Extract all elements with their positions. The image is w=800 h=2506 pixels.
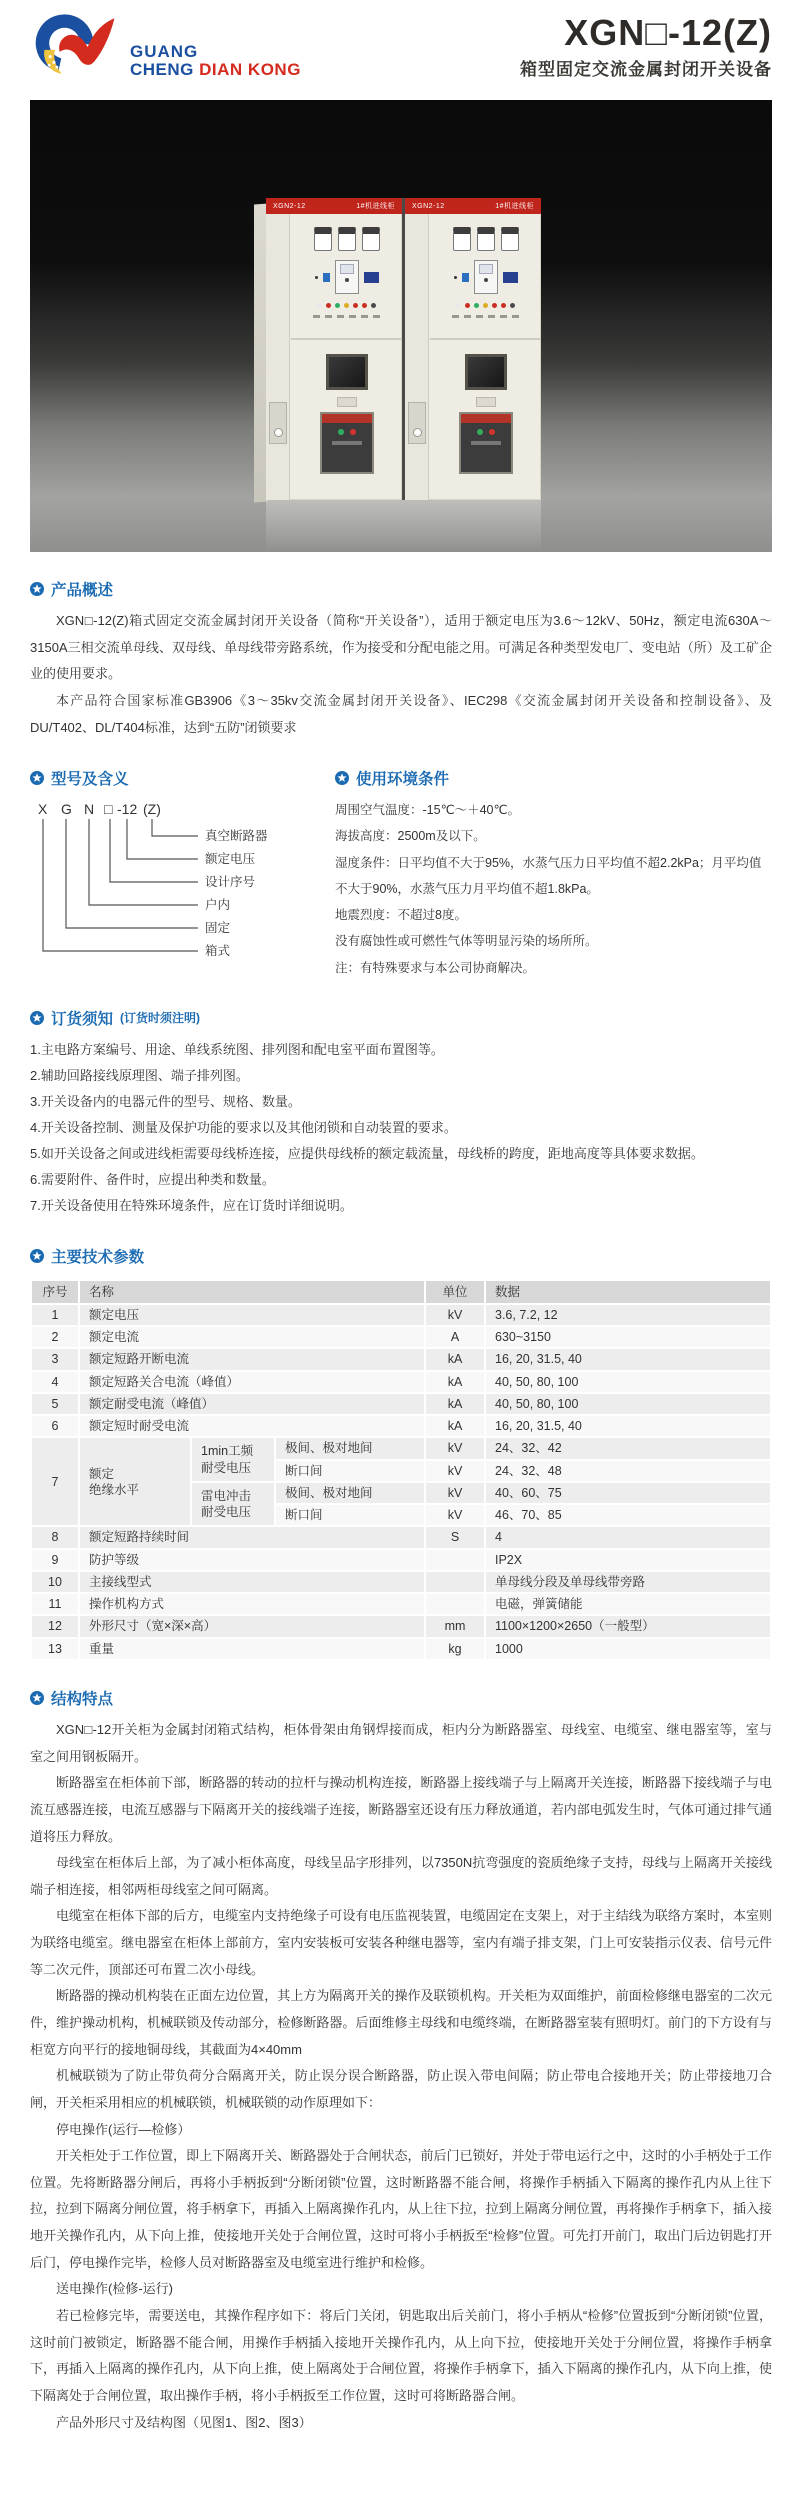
section-bullet-icon bbox=[30, 1011, 44, 1025]
cell-unit: kV bbox=[425, 1482, 485, 1504]
cell-unit: kV bbox=[425, 1504, 485, 1526]
section-heading-overview bbox=[30, 578, 772, 600]
indicator-white-icon bbox=[317, 303, 322, 308]
cell-data: 24、32、48 bbox=[485, 1460, 771, 1482]
cell-data: 1100×1200×2650（一般型） bbox=[485, 1615, 771, 1637]
cell-data: 3.6, 7.2, 12 bbox=[485, 1304, 771, 1326]
cabinet-nameplate bbox=[405, 198, 541, 214]
cabinet-front bbox=[430, 214, 541, 500]
table-row bbox=[31, 1393, 771, 1415]
cabinet-front bbox=[291, 214, 402, 500]
section-heading-ordering bbox=[30, 1007, 772, 1029]
test-type-line: 雷电冲击 bbox=[201, 1488, 252, 1503]
model-label: 户内 bbox=[205, 898, 231, 913]
title-block bbox=[520, 8, 772, 80]
model-char: N bbox=[84, 801, 95, 818]
structure-paragraph: 送电操作(检修-运行) bbox=[56, 2281, 173, 2297]
section-title: 订货须知 bbox=[51, 1010, 114, 1028]
cell-name: 操作机构方式 bbox=[79, 1593, 425, 1615]
cell-name: 外形尺寸（宽×深×高） bbox=[79, 1615, 425, 1637]
cell-name: 重量 bbox=[79, 1638, 425, 1660]
vent-grille-icon bbox=[337, 397, 357, 407]
breaker-label-strip bbox=[322, 414, 372, 423]
model-meaning-column bbox=[30, 741, 335, 981]
cabinet-model-text: XGN2-12 bbox=[412, 202, 445, 210]
column-header: 序号 bbox=[31, 1280, 79, 1304]
ordering-item: 6.需要附件、备件时，应提出种类和数量。 bbox=[30, 1171, 275, 1187]
structure-paragraph: 电缆室在柜体下部的后方，电缆室内支持绝缘子可设有电压监视装置，电缆固定在支架上，对于主结线为联络方案时，本室则为联络电缆室。继电器室在柜体上部前方，室内安装板可安装各种继电器等，室内有端子排支架，门上可安装指示仪表、信号元件等二次元件，顶部还可布置二次小母线。 bbox=[30, 1908, 772, 1977]
table-row bbox=[31, 1348, 771, 1370]
cell-unit bbox=[425, 1593, 485, 1615]
cell-no: 11 bbox=[31, 1593, 79, 1615]
cell-no: 1 bbox=[31, 1304, 79, 1326]
indicator-red-icon bbox=[492, 303, 497, 308]
table-row bbox=[31, 1571, 771, 1593]
model-char: □ bbox=[104, 801, 113, 818]
meter-icon bbox=[453, 227, 471, 251]
cell-unit: kA bbox=[425, 1348, 485, 1370]
cabinet-lock bbox=[408, 402, 426, 444]
structure-paragraph: 产品外形尺寸及结构图（见图1、图2、图3） bbox=[56, 2414, 312, 2430]
instrument-panel bbox=[430, 214, 541, 340]
blue-label-icon bbox=[503, 272, 518, 283]
cell-data: IP2X bbox=[485, 1549, 771, 1571]
cell-data: 630~3150 bbox=[485, 1326, 771, 1348]
cabinet-knob bbox=[274, 428, 283, 437]
cabinet-title-text: 1#机进线柜 bbox=[495, 203, 534, 210]
cell-unit: kV bbox=[425, 1437, 485, 1459]
section-title: 结构特点 bbox=[51, 1690, 114, 1708]
indicator-red-icon bbox=[465, 303, 470, 308]
protection-relay bbox=[335, 260, 359, 294]
overview-paragraph: 本产品符合国家标准GB3906《3～35kv交流金属封闭开关设备》、IEC298《交流金属封闭开关设备和控制设备》、及DU/T402、DL/T404标准，达到“五防”闭锁要求 bbox=[30, 692, 772, 735]
cabinet-left-panel bbox=[266, 214, 290, 500]
cell-name: 额定耐受电流（峰值） bbox=[79, 1393, 425, 1415]
indicator-red-icon bbox=[353, 303, 358, 308]
cell-no: 3 bbox=[31, 1348, 79, 1370]
section-heading-model bbox=[30, 767, 335, 789]
relay-display bbox=[479, 264, 493, 274]
cell-group bbox=[79, 1437, 191, 1526]
table-row bbox=[31, 1526, 771, 1548]
label-strip bbox=[291, 315, 402, 318]
breaker-label-strip bbox=[461, 414, 511, 423]
model-label: 箱式 bbox=[205, 944, 231, 959]
cell-data: 46、70、85 bbox=[485, 1504, 771, 1526]
switchgear-cabinet bbox=[405, 198, 541, 500]
breaker-compartment bbox=[291, 354, 402, 512]
cell-name: 额定短时耐受电流 bbox=[79, 1415, 425, 1437]
section-bullet-icon bbox=[30, 771, 44, 785]
cell-data: 16, 20, 31.5, 40 bbox=[485, 1348, 771, 1370]
model-designation-diagram bbox=[30, 799, 330, 971]
circuit-breaker-module bbox=[459, 412, 513, 474]
indicator-white-icon bbox=[456, 303, 461, 308]
model-char: X bbox=[38, 801, 48, 818]
logo-line2-blue: CHENG bbox=[130, 60, 194, 79]
cabinet-nameplate bbox=[266, 198, 402, 214]
table-row bbox=[31, 1326, 771, 1348]
meter-icon bbox=[338, 227, 356, 251]
meter-icon bbox=[314, 227, 332, 251]
model-environment-row bbox=[30, 741, 772, 981]
cell-unit: kg bbox=[425, 1638, 485, 1660]
section-bullet-icon bbox=[335, 771, 349, 785]
table-row bbox=[31, 1638, 771, 1660]
indicator-dark-icon bbox=[371, 303, 376, 308]
cell-scope: 极间、极对地间 bbox=[275, 1437, 425, 1459]
environment-line: 注：有特殊要求与本公司协商解决。 bbox=[335, 960, 536, 975]
cell-unit: kV bbox=[425, 1460, 485, 1482]
cell-unit: kA bbox=[425, 1415, 485, 1437]
cell-unit: kV bbox=[425, 1304, 485, 1326]
relay-button-icon bbox=[484, 278, 488, 282]
cell-unit: kA bbox=[425, 1371, 485, 1393]
table-header-row bbox=[31, 1280, 771, 1304]
column-header: 单位 bbox=[425, 1280, 485, 1304]
relay-row bbox=[291, 260, 402, 294]
section-title: 型号及含义 bbox=[51, 771, 129, 789]
table-row bbox=[31, 1593, 771, 1615]
group-line: 绝缘水平 bbox=[89, 1482, 140, 1497]
structure-paragraph: 开关柜处于工作位置，即上下隔离开关、断路器处于合闸状态，前后门已锁好，并处于带电运行之中，这时的小手柄处于工作位置。先将断路器分闸后，再将小手柄扳到“分断闭锁”位置，这时断路器不能合闸，将操作手柄插入下隔离的操作孔内从上往下拉，拉到下隔离分闸位置，将手柄拿下，再插入上隔离操作孔内，从上往下拉，拉到上隔离分闸位置，再将操作手柄拿下，插入接地开关操作孔内，从下向上推，使接地开关处于合闸位置，这时可将小手柄扳至“检修”位置。可先打开前门，取出门后边钥匙打开后门，停电操作完毕，检修人员对断路器室及电缆室进行维护和检修。 bbox=[30, 2148, 772, 2270]
ordering-item: 4.开关设备控制、测量及保护功能的要求以及其他闭锁和自动装置的要求。 bbox=[30, 1119, 457, 1135]
table-row bbox=[31, 1371, 771, 1393]
meter-icon bbox=[501, 227, 519, 251]
meter-row bbox=[430, 214, 541, 251]
logo-line1: GUANG bbox=[130, 42, 199, 62]
cell-scope: 断口间 bbox=[275, 1460, 425, 1482]
meter-icon bbox=[477, 227, 495, 251]
cell-data: 4 bbox=[485, 1526, 771, 1548]
cell-scope: 极间、极对地间 bbox=[275, 1482, 425, 1504]
cabinet-model-text: XGN2-12 bbox=[273, 202, 306, 210]
instrument-panel bbox=[291, 214, 402, 340]
overview-body bbox=[30, 608, 772, 741]
section-heading-structure bbox=[30, 1687, 772, 1709]
cell-unit: kA bbox=[425, 1393, 485, 1415]
indicator-yellow-icon bbox=[483, 303, 488, 308]
ordering-list bbox=[30, 1037, 772, 1219]
structure-paragraph: 断路器的操动机构装在正面左边位置，其上方为隔离开关的操作及联锁机构。开关柜为双面维护，前面检修继电器室的二次元件，维护操动机构，机械联锁及传动部分，检修断路器。后面维修主母线和电缆终端，在断路器室装有照明灯。前门的下方设有与柜宽方向平行的接地铜母线，其截面为4×40mm bbox=[30, 1988, 772, 2057]
cell-no: 5 bbox=[31, 1393, 79, 1415]
section-bullet-icon bbox=[30, 1691, 44, 1705]
breaker-green-button-icon bbox=[477, 429, 483, 435]
cell-name: 额定短路开断电流 bbox=[79, 1348, 425, 1370]
relay-display bbox=[340, 264, 354, 274]
environment-line: 湿度条件：日平均值不大于95%，水蒸气压力日平均值不超2.2kPa；月平均值不大于90%，水蒸气压力月平均值不超1.8kPa。 bbox=[335, 855, 762, 896]
model-label: 固定 bbox=[205, 921, 231, 936]
company-logo bbox=[30, 8, 301, 86]
logo-text bbox=[130, 17, 301, 79]
structure-paragraph: 停电操作(运行—检修） bbox=[56, 2121, 191, 2137]
ordering-item: 5.如开关设备之间或进线柜需要母线桥连接，应提供母线桥的额定载流量，母线桥的跨度，距地高度等具体要求数据。 bbox=[30, 1145, 704, 1161]
cell-name: 额定短路关合电流（峰值） bbox=[79, 1371, 425, 1393]
meter-row bbox=[291, 214, 402, 251]
cell-no: 9 bbox=[31, 1549, 79, 1571]
indicator-red-icon bbox=[326, 303, 331, 308]
table-row bbox=[31, 1304, 771, 1326]
blue-label-icon bbox=[364, 272, 379, 283]
cell-no: 13 bbox=[31, 1638, 79, 1660]
breaker-red-button-icon bbox=[350, 429, 356, 435]
logo-line2-red: DIAN KONG bbox=[199, 60, 301, 79]
circuit-breaker-module bbox=[320, 412, 374, 474]
cabinet-left-panel bbox=[405, 214, 429, 500]
structure-paragraph: XGN□-12开关柜为金属封闭箱式结构，柜体骨架由角钢焊接而成，柜内分为断路器室、母线室、电缆室、继电器室等，室与室之间用钢板隔开。 bbox=[30, 1721, 772, 1764]
parameters-table bbox=[30, 1279, 772, 1661]
indicator-green-icon bbox=[335, 303, 340, 308]
cell-no: 2 bbox=[31, 1326, 79, 1348]
cell-no: 7 bbox=[31, 1437, 79, 1526]
cell-test-type bbox=[191, 1437, 275, 1482]
cell-no: 4 bbox=[31, 1371, 79, 1393]
environment-line: 周围空气温度：-15℃～＋40℃。 bbox=[335, 803, 521, 818]
relay-button-icon bbox=[345, 278, 349, 282]
breaker-handle-icon bbox=[332, 441, 362, 445]
breaker-green-button-icon bbox=[338, 429, 344, 435]
model-char: G bbox=[61, 801, 72, 818]
environment-line: 地震烈度：不超过8度。 bbox=[335, 908, 467, 923]
cell-data: 40, 50, 80, 100 bbox=[485, 1371, 771, 1393]
cell-name: 额定短路持续时间 bbox=[79, 1526, 425, 1548]
section-heading-parameters bbox=[30, 1245, 772, 1267]
viewing-window bbox=[326, 354, 368, 390]
cell-data: 1000 bbox=[485, 1638, 771, 1660]
section-bullet-icon bbox=[30, 582, 44, 596]
cell-no: 12 bbox=[31, 1615, 79, 1637]
cell-name: 额定电流 bbox=[79, 1326, 425, 1348]
section-title: 主要技术参数 bbox=[51, 1248, 145, 1266]
breaker-red-button-icon bbox=[489, 429, 495, 435]
model-label: 额定电压 bbox=[205, 852, 256, 867]
floor-reflection bbox=[266, 500, 541, 552]
section-heading-environment bbox=[335, 767, 772, 789]
panel-dot-icon bbox=[454, 276, 457, 279]
model-label: 真空断路器 bbox=[205, 829, 268, 844]
test-type-line: 耐受电压 bbox=[201, 1505, 252, 1520]
switchgear-cabinet bbox=[266, 198, 402, 500]
blue-chip-icon bbox=[462, 273, 469, 282]
product-model-title: XGN□-12(Z) bbox=[564, 12, 772, 53]
structure-paragraph: 若已检修完毕，需要送电，其操作程序如下：将后门关闭，钥匙取出后关前门，将小手柄从“检修”位置扳到“分断闭锁”位置，这时前门被锁定，断路器不能合闸，用操作手柄插入接地开关操作孔内，从上向下拉，使接地开关处于分闸位置，将操作手柄拿下，再插入上隔离的操作孔内，从下向上推，使上隔离处于合闸位置，将操作手柄拿下，插入下隔离的操作孔内，从下向上推，使下隔离处于合闸位置，取出操作手柄，将小手柄扳至工作位置，这时可将断路器合闸。 bbox=[30, 2308, 772, 2403]
column-header: 名称 bbox=[79, 1280, 425, 1304]
structure-paragraph: 母线室在柜体后上部，为了减小柜体高度，母线呈品字形排列，以7350N抗弯强度的瓷质绝缘子支持，母线与上隔离开关接线端子相连接，相邻两柜母线室之间可隔离。 bbox=[30, 1855, 772, 1897]
cabinet-title-text: 1#机进线柜 bbox=[356, 203, 395, 210]
cell-data: 16, 20, 31.5, 40 bbox=[485, 1415, 771, 1437]
cell-unit: A bbox=[425, 1326, 485, 1348]
cell-data: 电磁，弹簧储能 bbox=[485, 1593, 771, 1615]
model-char: -12 bbox=[117, 801, 138, 818]
cell-unit bbox=[425, 1571, 485, 1593]
page-header bbox=[30, 8, 772, 92]
indicator-dark-icon bbox=[510, 303, 515, 308]
indicator-lights bbox=[291, 303, 402, 308]
structure-paragraph: 机械联锁为了防止带负荷分合隔离开关，防止误分误合断路器，防止误入带电间隔；防止带电合接地开关；防止带接地刀合闸，开关柜采用相应的机械联锁，机械联锁的动作原理如下： bbox=[30, 2068, 772, 2110]
indicator-red-icon bbox=[362, 303, 367, 308]
model-char: (Z) bbox=[143, 801, 161, 818]
cell-data: 单母线分段及单母线带旁路 bbox=[485, 1571, 771, 1593]
logo-mark-icon bbox=[30, 10, 126, 86]
cell-unit: mm bbox=[425, 1615, 485, 1637]
switchgear-cabinets bbox=[266, 198, 541, 500]
group-line: 额定 bbox=[89, 1466, 115, 1481]
product-photo bbox=[30, 100, 772, 552]
table-row-insulation bbox=[31, 1437, 771, 1459]
indicator-green-icon bbox=[474, 303, 479, 308]
cabinet-knob bbox=[413, 428, 422, 437]
section-title: 产品概述 bbox=[51, 582, 114, 599]
meter-icon bbox=[362, 227, 380, 251]
cell-name: 额定电压 bbox=[79, 1304, 425, 1326]
diagram-connector-lines bbox=[43, 819, 198, 951]
vent-grille-icon bbox=[476, 397, 496, 407]
cell-no: 8 bbox=[31, 1526, 79, 1548]
environment-line: 海拔高度：2500m及以下。 bbox=[335, 829, 486, 844]
cell-unit: S bbox=[425, 1526, 485, 1548]
breaker-handle-icon bbox=[471, 441, 501, 445]
section-title: 使用环境条件 bbox=[356, 771, 450, 789]
table-row bbox=[31, 1549, 771, 1571]
structure-paragraph: 断路器室在柜体前下部，断路器的转动的拉杆与操动机构连接，断路器上接线端子与上隔离开关连接，断路器下接线端子与电流互感器连接，电流互感器与下隔离开关的接线端子连接，断路器室还设有压力释放通道，若内部电弧发生时，气体可通过排气通道将压力释放。 bbox=[30, 1775, 772, 1844]
table-row bbox=[31, 1615, 771, 1637]
ordering-item: 7.开关设备使用在特殊环境条件，应在订货时详细说明。 bbox=[30, 1197, 353, 1213]
table-row bbox=[31, 1415, 771, 1437]
test-type-line: 1min工频 bbox=[201, 1444, 254, 1459]
cell-data: 40, 50, 80, 100 bbox=[485, 1393, 771, 1415]
cell-no: 6 bbox=[31, 1415, 79, 1437]
environment-body bbox=[335, 797, 772, 981]
indicator-lights bbox=[430, 303, 541, 308]
cell-data: 24、32、42 bbox=[485, 1437, 771, 1459]
overview-paragraph: XGN□-12(Z)箱式固定交流金属封闭开关设备（简称“开关设备”），适用于额定电压为3.6～12kV、50Hz，额定电流630A～3150A三相交流单母线、双母线、单母线带旁路系统，作为接受和分配电能之用。可满足各种类型发电厂、变电站（所）及工矿企业的使用要求。 bbox=[30, 613, 772, 682]
test-type-line: 耐受电压 bbox=[201, 1460, 252, 1475]
protection-relay bbox=[474, 260, 498, 294]
indicator-red-icon bbox=[501, 303, 506, 308]
section-note: (订货时须注明) bbox=[120, 1011, 201, 1026]
cell-unit bbox=[425, 1549, 485, 1571]
cabinet-lock bbox=[269, 402, 287, 444]
environment-column bbox=[335, 741, 772, 981]
product-subtitle: 箱型固定交流金属封闭开关设备 bbox=[520, 59, 772, 79]
section-bullet-icon bbox=[30, 1249, 44, 1263]
relay-row bbox=[430, 260, 541, 294]
cell-name: 主接线型式 bbox=[79, 1571, 425, 1593]
cell-no: 10 bbox=[31, 1571, 79, 1593]
ordering-item: 2.辅助回路接线原理图、端子排列图。 bbox=[30, 1067, 249, 1083]
label-strip bbox=[430, 315, 541, 318]
structure-body bbox=[30, 1717, 772, 2436]
viewing-window bbox=[465, 354, 507, 390]
cell-data: 40、60、75 bbox=[485, 1482, 771, 1504]
blue-chip-icon bbox=[323, 273, 330, 282]
model-label: 设计序号 bbox=[205, 875, 256, 890]
ordering-item: 3.开关设备内的电器元件的型号、规格、数量。 bbox=[30, 1093, 301, 1109]
cell-name: 防护等级 bbox=[79, 1549, 425, 1571]
ordering-item: 1.主电路方案编号、用途、单线系统图、排列图和配电室平面布置图等。 bbox=[30, 1041, 444, 1057]
indicator-yellow-icon bbox=[344, 303, 349, 308]
cell-test-type bbox=[191, 1482, 275, 1527]
cell-scope: 断口间 bbox=[275, 1504, 425, 1526]
breaker-compartment bbox=[430, 354, 541, 512]
panel-dot-icon bbox=[315, 276, 318, 279]
column-header: 数据 bbox=[485, 1280, 771, 1304]
environment-line: 没有腐蚀性或可燃性气体等明显污染的场所所。 bbox=[335, 934, 598, 949]
